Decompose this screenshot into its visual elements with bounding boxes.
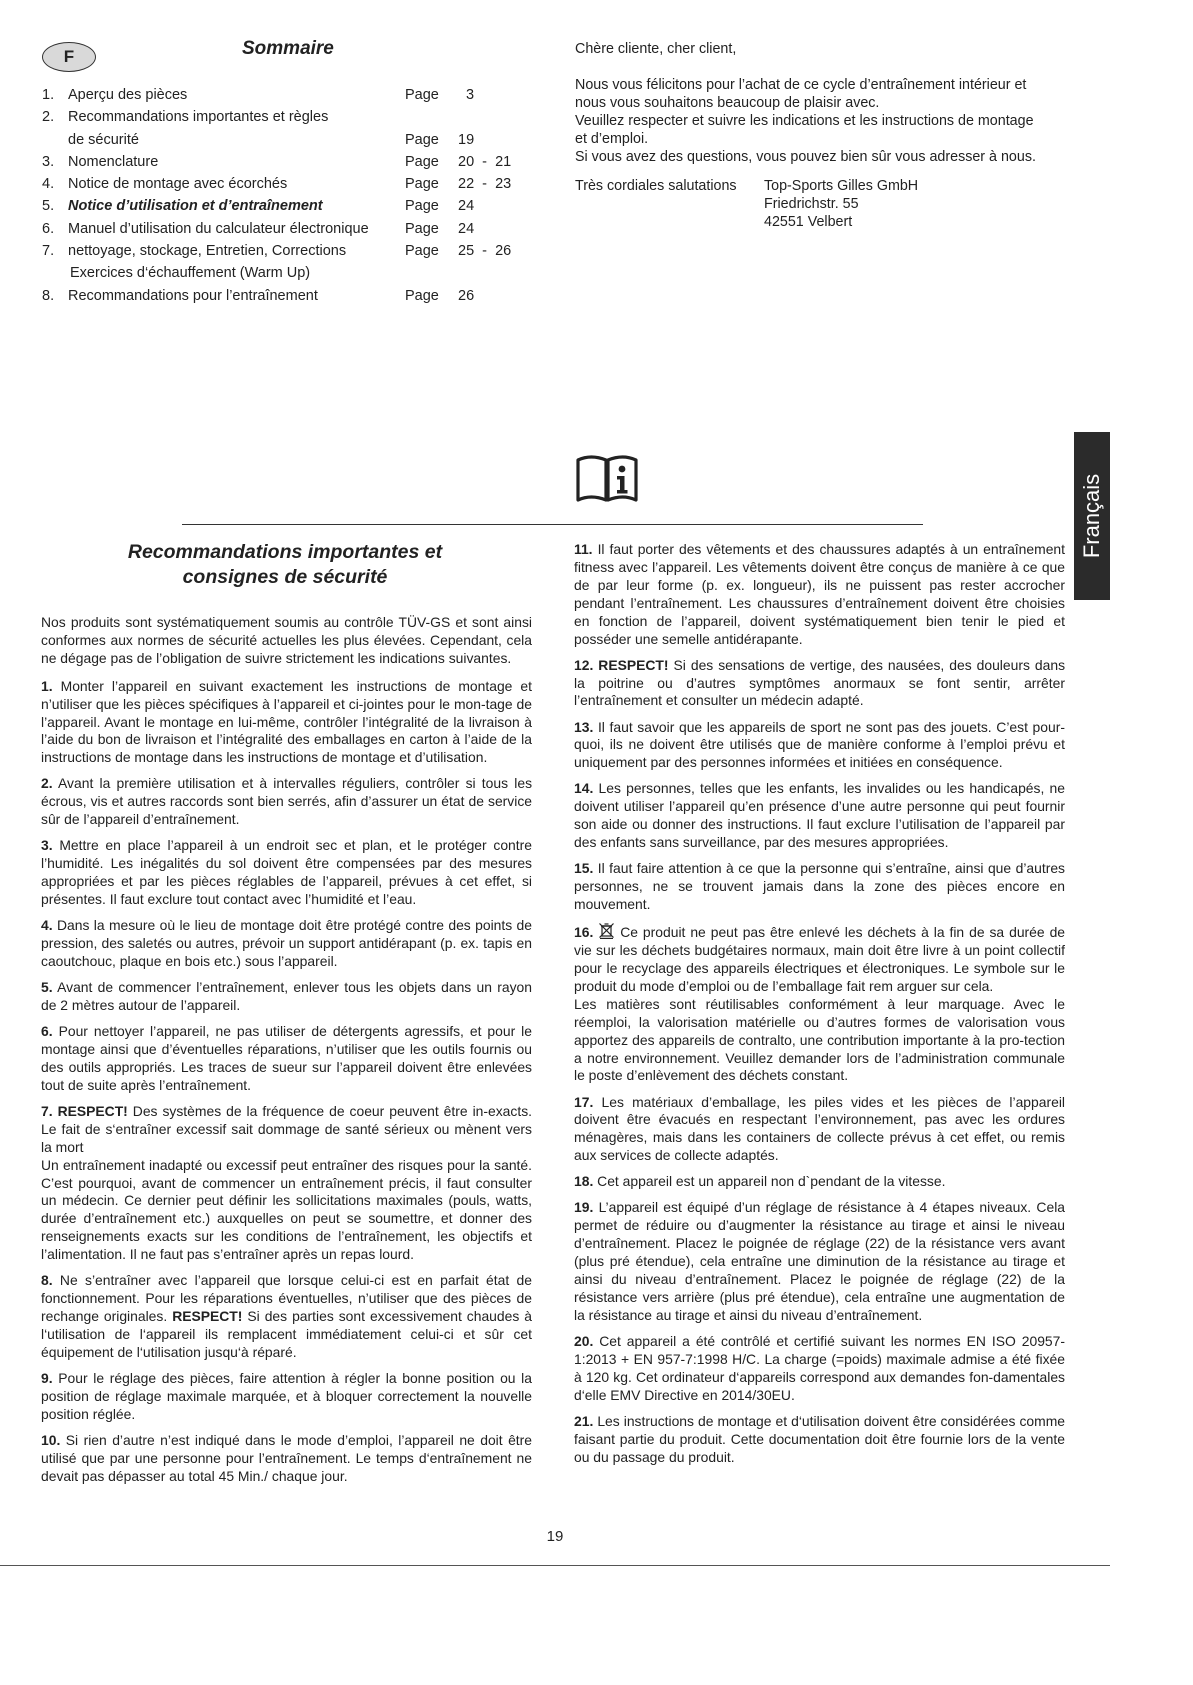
safety-item (574, 541, 1065, 648)
toc-number: 6. (42, 220, 55, 237)
item-text: Les matériaux d’emballage, les piles vides et les pièces de l’appareil doivent être évacués en respectant l’environnement, pas avec les ordures ménagères, mais dans les containers de collecte prévus à cet effet, ou remis aux services de collecte adaptés. (574, 1093, 1065, 1164)
item-number: 10. (41, 1431, 61, 1448)
item-text: Il faut savoir que les appareils de sport ne sont pas des jouets. C’est pour-quoi, ils ne doivent être utilisés que de manière conforme à l’emploi prévu et uniquement par des personnes informées et initiées en conséquence. (574, 718, 1065, 771)
safety-item (41, 1023, 532, 1095)
item-text: Il faut porter des vêtements et des chaussures adaptés à un entraînement fitness avec l’appareil. Les vêtements doivent être conçus de manière à ce que de par leur forme (p. ex. longueur), ils ne puissent pas rester accrocher pendant l’entraînement. Les chaussures d’entraînement doivent être choisies en fonction de l’appareil, doivent systématiquement bien tenir le pied et posséder une semelle antidérapante. (574, 541, 1065, 647)
item-number: 7. (41, 1102, 53, 1119)
letter-line: Veuillez respecter et suivre les indications et les instructions de montage (575, 113, 1034, 129)
item-number: 6. (41, 1023, 53, 1040)
safety-item (41, 1370, 532, 1424)
safety-item (574, 1173, 1065, 1191)
item-text: Si rien d’autre n’est indiqué dans le mode d’emploi, l’appareil ne doit être utilisé que par une personne pour l’entraînement. Le temps d‘entraînement ne devait pas dépasser au total 45 Min./ chaque jour. (41, 1431, 533, 1484)
item-text: Cet appareil est un appareil non d`pendant de la vitesse. (597, 1173, 946, 1190)
safety-item (574, 1199, 1065, 1324)
welcome-letter (575, 40, 1070, 231)
toc-page-numbers: 3 (458, 87, 475, 103)
toc-page-label: Page (405, 131, 439, 148)
toc-page-numbers: 26 (458, 287, 475, 304)
toc-entry-text: Recommandations importantes et règles (68, 109, 329, 126)
toc-entry-text: de sécurité (68, 131, 139, 148)
item-number: 18. (574, 1173, 594, 1190)
toc-page-label: Page (405, 153, 439, 170)
toc-page-label: Page (405, 243, 439, 260)
item-number: 14. (574, 780, 594, 797)
bottom-rule (0, 1565, 1110, 1566)
toc-entry-text: nettoyage, stockage, Entretien, Corrections (68, 243, 347, 260)
manual-info-icon (575, 452, 639, 504)
safety-item (574, 657, 1065, 711)
toc-row (42, 196, 542, 218)
safety-item (574, 1413, 1065, 1467)
item-warning: RESPECT! (598, 656, 669, 673)
letter-line: et d’emploi. (575, 131, 649, 147)
item-text: Ne s’entraîner avec l’appareil que lorsque celui-ci est en parfait état de fonctionnement. Pour les réparations éventuelles, n’utiliser que des pièces de rechange originales. (41, 1272, 532, 1325)
item-text: Avant la première utilisation et à intervalles réguliers, contrôler si tous les écrous, vis et autres raccords sont bien serrés, afin d’assurer un état de service sûr de l’appareil d’entraînement. (41, 775, 533, 828)
letter-closing: Très cordiales salutations (575, 178, 737, 194)
safety-item (41, 1432, 532, 1486)
item-number: 19. (574, 1199, 594, 1216)
letter-line: Nous vous félicitons pour l’achat de ce cycle d’entraînement intérieur et (575, 77, 1027, 93)
toc-row (42, 130, 542, 152)
item-number: 4. (41, 917, 53, 934)
item-number: 8. (41, 1272, 53, 1289)
language-side-tab (1074, 432, 1110, 600)
toc-entry-text: Notice d’utilisation et d’entraînement (68, 198, 323, 215)
item-number: 11. (574, 541, 593, 557)
company-name: Top-Sports Gilles GmbH (764, 178, 919, 194)
item-text: Si des sensations de vertige, des nausées, des douleurs dans la poitrine ou d’autres symptômes anormaux se font sentir, arrêter l’entraînement et consulter un médecin adapté. (574, 656, 1066, 709)
toc-number: 5. (42, 198, 55, 215)
safety-item (41, 775, 532, 829)
letter-greeting: Chère cliente, cher client, (575, 41, 737, 57)
item-text: Un entraînement inadapté ou excessif peut entraîner des risques pour la santé. C’est pourquoi, avant de commencer un entraînement précis, il faut consulter un médecin. Ce dernier peut définir les sollicitations maximales (pouls, watts, durée d’entraînement etc.) auxquelles on peut se soumettre, et donner des renseignements exacts sur les conditions de l’entraînement, les objectifs et l’alimentation. Il ne faut pas s’entraîner après un repas lourd. (41, 1156, 532, 1263)
toc-row (42, 219, 542, 241)
item-number: 16. (574, 924, 594, 941)
item-number: 9. (41, 1369, 53, 1386)
toc-page-label: Page (405, 87, 439, 103)
toc-number: 3. (42, 153, 55, 170)
toc-number: 1. (42, 87, 55, 103)
item-text: Les personnes, telles que les enfants, les invalides ou les handicapés, ne doivent utiliser l’appareil qu’en présence d’une autre personne qui peut fournir son aide ou donner des instructions. Il faut exclure l’utilisation de l’appareil par des enfants sans surveillance, par des mesures appropriées. (574, 780, 1065, 851)
toc-page-numbers: 19 (458, 131, 475, 148)
item-text: Mettre en place l’appareil à un endroit sec et plan, et le protéger contre l’humidité. Les inégalités du sol doivent être compensées par des mesures appropriées et par les pièces réglables de l’appareil, prévues à cet effet, si présentes. Il faut exclure tout contact avec l’humidité et l’eau. (41, 837, 532, 908)
item-text: Pour nettoyer l’appareil, ne pas utiliser de détergents agressifs, et pour le montage ainsi que d’éventuelles réparations, n’utiliser que les outils fournis ou des outils appropriés. Les traces de sueur sur l’appareil doivent être enlevées tout de suite après l’entraînement. (41, 1023, 532, 1093)
item-text: Ce produit ne peut pas être enlevé les déchets à la fin de sa durée de vie sur les déchets budgétaires normaux, main doit être livre à un point collectif pour le recyclage des appareils électriques et électroniques. Le symbole sur le produit du mode d’emploi ou de l’emballage fait rem arguer sur cela. (574, 924, 1066, 994)
safety-item (574, 719, 1065, 773)
item-text: Dans la mesure où le lieu de montage doit être protégé contre des points de pression, des saletés ou autres, prévoir un support antidérapant (p. ex. tapis en caoutchouc, plaque en bois etc.) sous l’appareil. (41, 917, 532, 969)
safety-item (574, 922, 1065, 1085)
item-warning: RESPECT! (57, 1102, 128, 1119)
section-intro: Nos produits sont systématiquement soumis au contrôle TÜV-GS et sont ainsi conformes aux normes de sécurité actuelles les plus élevées. Cependant, cela ne dégage pas de l’obligation de suivre strictement les indications suivantes. (41, 614, 532, 666)
safety-item (574, 860, 1065, 914)
toc-entry-text: Nomenclature (68, 153, 159, 170)
safety-item (574, 1333, 1065, 1405)
page-number: 19 (546, 1528, 564, 1545)
language-badge: F (42, 42, 96, 72)
safety-column-right (574, 541, 1065, 1475)
item-number: 13. (574, 718, 594, 735)
toc-entry-text: Exercices d‘échauffement (Warm Up) (70, 265, 311, 282)
item-text: L’appareil est équipé d’un réglage de résistance à 4 étapes niveaux. Cela permet de réduire ou d’augmenter la résistance au tirage et ainsi le niveau d’entraînement. Placez le poignée de réglage (22) de la résistance vers avant (plus pré étendue), cela entraîne une diminution de la résistance au tirage et ainsi du niveau d’entraînement. Placez le poignée de réglage (22) de la résistance vers arrière (plus pré étendue), cela entraîne une augmentation de la résistance au tirage et ainsi du niveau d’entraînement. (574, 1199, 1066, 1323)
toc-page-label: Page (405, 176, 439, 193)
item-number: 12. (574, 656, 594, 673)
toc-row (42, 85, 542, 107)
safety-item (41, 917, 532, 971)
toc-entry-text: Notice de montage avec écorchés (68, 176, 288, 193)
item-number: 20. (574, 1332, 594, 1349)
toc-number: 7. (42, 243, 55, 260)
toc-entry-text: Aperçu des pièces (68, 87, 188, 103)
safety-column-left (41, 614, 532, 1494)
item-text: Avant de commencer l’entraînement, enlever tous les objets dans un rayon de 2 mètres autour de l’appareil. (41, 979, 532, 1013)
toc-page-label: Page (405, 220, 439, 237)
item-number: 15. (574, 860, 594, 877)
toc-row (42, 174, 542, 196)
item-text: Des systèmes de la fréquence de coeur peuvent être in-exacts. Le fait de s‘entraîner excessif sait dommage de santé sérieux ou mènent vers la mort (41, 1102, 533, 1155)
section-title (70, 540, 500, 590)
safety-item (41, 678, 532, 768)
safety-item (41, 837, 532, 909)
item-number: 21. (574, 1412, 594, 1429)
toc-page-numbers: 25 - 26 (458, 243, 512, 260)
toc-row (42, 241, 542, 263)
toc-page-numbers: 22 - 23 (458, 176, 512, 193)
crossed-bin-icon (598, 922, 615, 939)
letter-line: nous vous souhaitons beaucoup de plaisir avec. (575, 95, 880, 111)
safety-item (41, 1272, 532, 1362)
item-number: 3. (41, 837, 53, 854)
toc-number: 4. (42, 176, 55, 193)
toc-entry-text: Recommandations pour l’entraînement (68, 287, 318, 304)
safety-item (574, 1094, 1065, 1166)
item-number: 2. (41, 775, 53, 792)
item-text: Il faut faire attention à ce que la personne qui s’entraîne, ainsi que d’autres personnes, ne se trouvent jamais dans la zone des pièces encore en mouvement. (574, 860, 1066, 913)
company-address (764, 177, 918, 231)
toc-row (42, 107, 542, 129)
item-number: 17. (574, 1093, 594, 1110)
letter-line: Si vous avez des questions, vous pouvez bien sûr vous adresser à nous. (575, 149, 1036, 165)
toc-title: Sommaire (242, 38, 334, 59)
toc-page-numbers: 20 - 21 (458, 153, 512, 170)
item-text: Pour le réglage des pièces, faire attention à régler la bonne position ou la position de réglage maximale marquée, et à bloquer correctement la nouvelle position réglée. (41, 1369, 532, 1422)
item-number: 5. (41, 979, 53, 996)
item-text: Les matières sont réutilisables conformément à leur marquage. Avec le réemploi, la valorisation matérielle ou d’autres formes de valorisation vous apportez des appareils de contralto, une contribution importante à la pro-tection a notre environnement. Veuillez demander lors de l’administration communale le poste d’enlèvement des déchets constant. (574, 995, 1065, 1084)
toc-number: 2. (42, 109, 55, 126)
item-warning: RESPECT! (172, 1308, 243, 1325)
toc-page-numbers: 24 (458, 198, 475, 215)
toc-number: 8. (42, 287, 55, 304)
safety-item (574, 780, 1065, 852)
signature-block (575, 177, 1070, 231)
item-number: 1. (41, 677, 53, 694)
item-text: Si des parties sont excessivement chaudes à l‘utilisation de l‘appareil ils remplacent immédiatement celui-ci et sûr cet équipement de l‘utilisation jusqu‘à réparé. (41, 1308, 532, 1360)
item-text: Cet appareil a été contrôlé et certifié suivant les normes EN ISO 20957-1:2013 + EN 957-7:1998 H/C. La charge (=poids) maximale admise a été fixée à 120 kg. Cet ordinateur d‘appareils correspond aux demandes fon-damentales d‘elle EMV Directive en 2014/30EU. (574, 1332, 1065, 1403)
safety-item (41, 979, 532, 1015)
section-title-line: Recommandations importantes et (127, 541, 443, 563)
section-title-line: consignes de sécurité (182, 566, 388, 588)
toc-row (42, 286, 542, 308)
toc-page-label: Page (405, 198, 439, 215)
safety-item (41, 1103, 532, 1264)
language-tab-label: Français (1079, 473, 1104, 559)
section-divider (182, 524, 923, 525)
item-text: Monter l’appareil en suivant exactement les instructions de montage et n’utiliser que les pièces spécifiques à l’appareil et ci-jointes pour le mon-tage de l’appareil. Avant le montage en lui-même, contrôler l’intégralité de la livraison à l’aide du bon de livraison et l’intégralité des emballages en carton à l’aide de la instructions de montage dans les instructions de montage et d’utilisation. (41, 677, 533, 766)
table-of-contents (42, 85, 542, 308)
toc-row (42, 152, 542, 174)
toc-row (42, 263, 542, 285)
company-street: Friedrichstr. 55 (764, 196, 859, 212)
toc-page-label: Page (405, 287, 439, 304)
toc-page-numbers: 24 (458, 220, 475, 237)
company-city: 42551 Velbert (764, 214, 853, 230)
toc-entry-text: Manuel d’utilisation du calculateur électronique (68, 220, 369, 237)
item-text: Les instructions de montage et d‘utilisation doivent être considérées comme faisant partie du produit. Cette documentation doit être fournie lors de la vente ou du passage du produit. (574, 1412, 1065, 1465)
